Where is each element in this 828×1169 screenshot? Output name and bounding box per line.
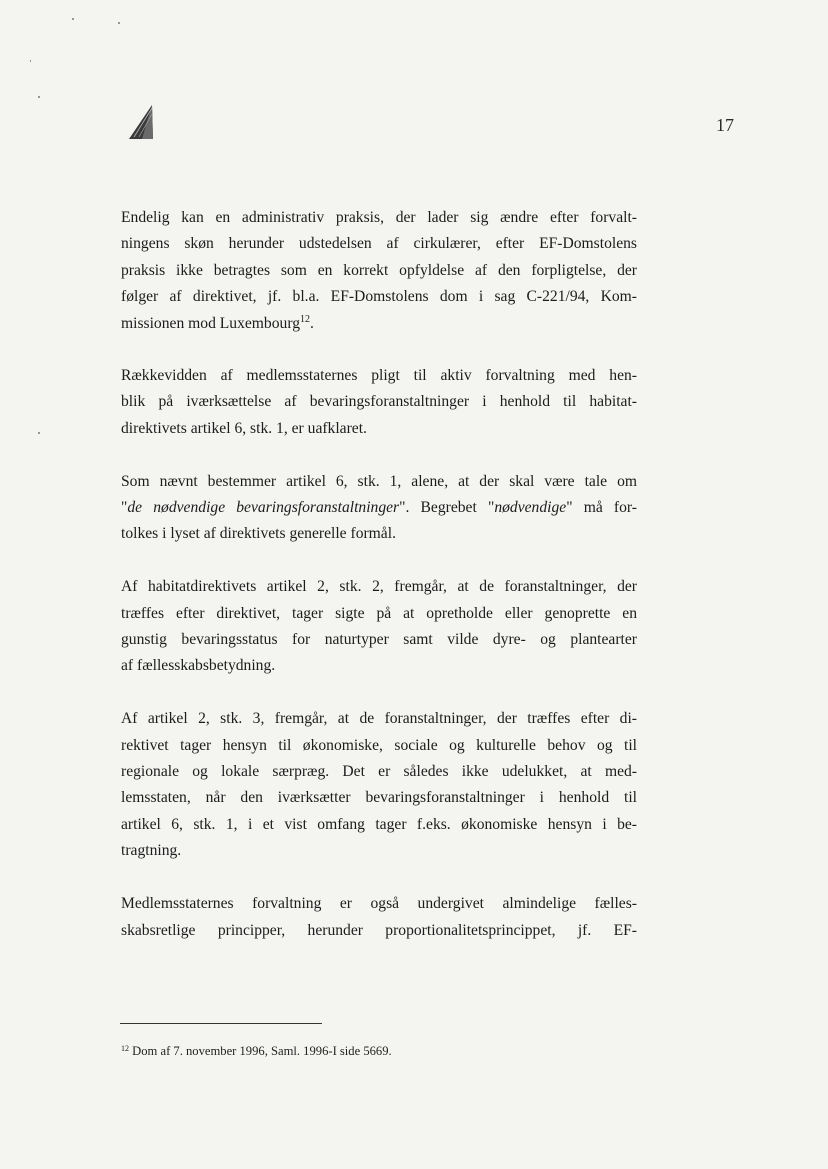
paragraph-4 — [121, 574, 637, 680]
text-line: skabsretlige principper, herunder proportionalitetsprincippet, jf. EF- — [121, 921, 637, 939]
text-span: " — [121, 499, 128, 517]
scan-speck — [38, 96, 40, 98]
footnote-marker: 12 — [121, 1044, 129, 1053]
triangle-logo-icon — [128, 104, 154, 140]
paragraph-1 — [121, 205, 637, 337]
text-line — [121, 495, 637, 521]
footnote — [121, 1044, 392, 1059]
text-line: artikel 6, stk. 1, i et vist omfang tager f.eks. økonomiske hensyn i be- — [121, 815, 637, 833]
body-text — [121, 205, 637, 970]
footnote-reference: 12 — [300, 313, 311, 325]
text-line: Endelig kan en administrativ praksis, der lader sig ændre efter forvalt- — [121, 209, 637, 226]
text-span: . — [310, 314, 314, 332]
text-line: træffes efter direktivet, tager sigte på at opretholde eller genoprette en — [121, 604, 637, 622]
text-span: " må for- — [566, 499, 637, 517]
text-line: tolkes i lyset af direktivets generelle formål. — [121, 525, 396, 543]
text-line: Medlemsstaternes forvaltning er også undergivet almindelige fælles- — [121, 895, 637, 913]
text-line — [121, 311, 637, 337]
text-line: praksis ikke betragtes som en korrekt opfyldelse af den forpligtelse, der — [121, 261, 637, 279]
footnote-text: Dom af 7. november 1996, Saml. 1996-I side 5669. — [129, 1044, 392, 1058]
text-line: Som nævnt bestemmer artikel 6, stk. 1, alene, at der skal være tale om — [121, 472, 637, 490]
footnote-divider — [120, 1023, 322, 1024]
scan-speck — [118, 22, 120, 24]
text-line: rektivet tager hensyn til økonomiske, sociale og kulturelle behov og til — [121, 736, 637, 754]
text-line: regionale og lokale særpræg. Det er således ikke udelukket, at med- — [121, 763, 637, 781]
italic-term: nødvendige — [494, 499, 567, 517]
text-line: ningens skøn herunder udstedelsen af cirkulærer, efter EF-Domstolens — [121, 235, 637, 253]
text-line: Af artikel 2, stk. 3, fremgår, at de foranstaltninger, der træffes efter di- — [121, 710, 637, 728]
italic-term: de nødvendige bevaringsforanstaltninger — [127, 499, 400, 517]
text-line: direktivets artikel 6, stk. 1, er uafklaret. — [121, 419, 367, 437]
text-line: Rækkevidden af medlemsstaternes pligt til aktiv forvaltning med hen- — [121, 367, 637, 385]
text-line: tragtning. — [121, 842, 182, 860]
scan-speck — [38, 432, 40, 434]
paragraph-6 — [121, 891, 637, 944]
page-number: 17 — [716, 115, 734, 135]
text-line: lemsstaten, når den iværksætter bevaringsforanstaltninger i henhold til — [121, 789, 637, 807]
paragraph-5 — [121, 706, 637, 864]
text-line: Af habitatdirektivets artikel 2, stk. 2, fremgår, at de foranstaltninger, der — [121, 578, 637, 596]
paragraph-2 — [121, 363, 637, 442]
text-line: gunstig bevaringsstatus for naturtyper samt vilde dyre- og plantearter — [121, 631, 637, 649]
text-span: missionen mod Luxembourg — [121, 314, 301, 332]
text-line: blik på iværksættelse af bevaringsforanstaltninger i henhold til habitat- — [121, 393, 637, 411]
text-line: følger af direktivet, jf. bl.a. EF-Domstolens dom i sag C-221/94, Kom- — [121, 288, 637, 306]
text-span: ". Begrebet " — [399, 499, 495, 517]
text-line: af fællesskabsbetydning. — [121, 657, 276, 675]
paragraph-3 — [121, 469, 637, 548]
scan-speck — [72, 18, 74, 20]
scan-speck — [30, 60, 31, 62]
